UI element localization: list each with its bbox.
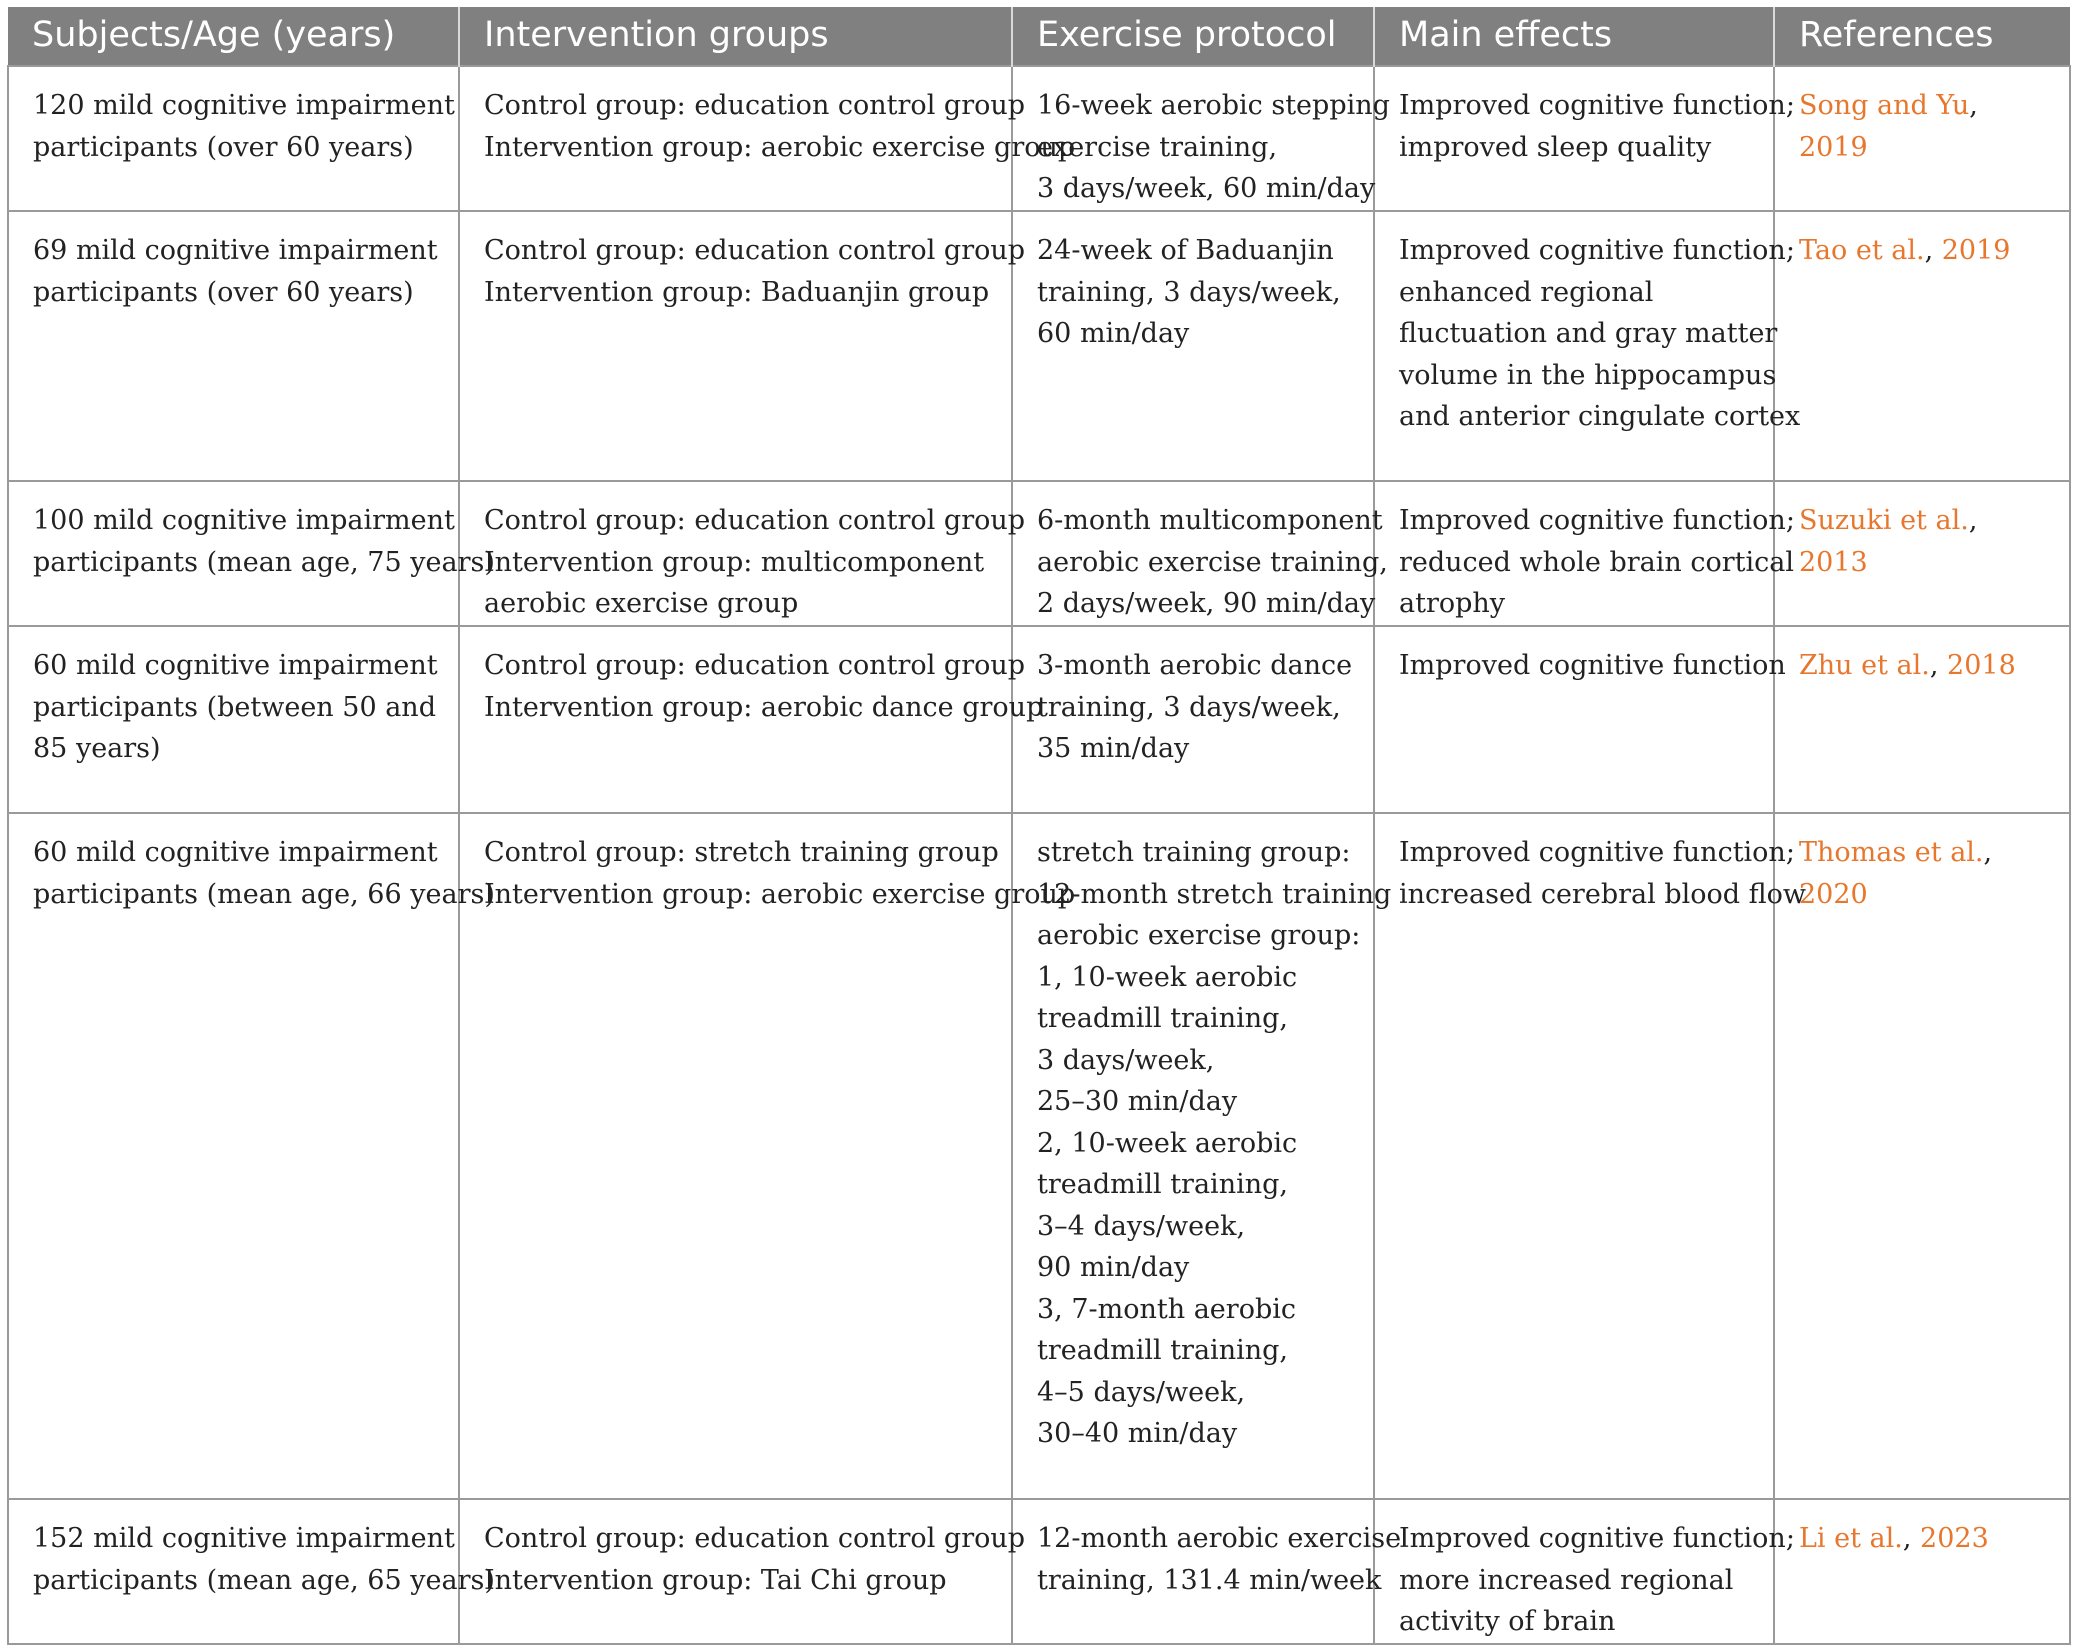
cell-line: Intervention group: aerobic exercise group: [484, 131, 1076, 163]
cell-line: Control group: education control group: [484, 650, 1026, 681]
subjects-cell: [8, 481, 495, 626]
cell-line: 2 days/week, 90 min/day: [1037, 588, 1376, 619]
effects-cell: [1374, 626, 1786, 813]
table-row: [8, 813, 2070, 1499]
reference-cell: Suzuki et al., 2013: [1774, 481, 2070, 626]
cell-line: exercise training,: [1037, 131, 1278, 163]
header-exercise-protocol: Exercise protocol: [1012, 7, 1374, 66]
reference-cell: Tao et al., 2019: [1774, 211, 2070, 481]
cell-line: 12-month aerobic exercise: [1037, 1523, 1402, 1554]
cell-line: more increased regional: [1399, 1564, 1734, 1596]
cell-line: training, 3 days/week,: [1037, 276, 1341, 308]
groups-cell: [459, 1499, 1026, 1644]
protocol-cell: [1012, 1499, 1402, 1644]
cell-line: participants (mean age, 65 years): [33, 1564, 495, 1596]
cell-line: 69 mild cognitive impairment: [33, 235, 438, 266]
cell-line: Improved cognitive function;: [1399, 837, 1795, 868]
effects-cell: [1374, 481, 1795, 626]
protocol-cell: [1012, 66, 1390, 211]
cell-line: Improved cognitive function;: [1399, 235, 1795, 266]
cell-line: participants (over 60 years): [33, 276, 414, 308]
reference-cell: Song and Yu, 2019: [1774, 66, 2070, 211]
reference-author-link[interactable]: Suzuki et al.: [1799, 505, 1969, 536]
cell-line: 3-month aerobic dance: [1037, 650, 1353, 681]
cell-line: Intervention group: Tai Chi group: [484, 1564, 947, 1596]
reference-author-link[interactable]: Zhu et al.: [1799, 650, 1930, 681]
cell-line: 2, 10-week aerobic: [1037, 1127, 1298, 1159]
subjects-cell: [8, 1499, 495, 1644]
reference-year-link[interactable]: 2019: [1941, 235, 2011, 266]
reference-year-link[interactable]: 2023: [1920, 1523, 1989, 1554]
cell-line: 12-month stretch training: [1037, 878, 1392, 910]
table-row: [8, 1499, 2070, 1644]
groups-cell: [459, 626, 1044, 813]
cell-line: 3 days/week, 60 min/day: [1037, 173, 1376, 204]
reference-year-link[interactable]: 2013: [1799, 546, 1868, 578]
cell-line: participants (mean age, 66 years): [33, 878, 495, 910]
cell-line: fluctuation and gray matter: [1399, 318, 1778, 349]
effects-cell: [1374, 66, 1795, 211]
groups-cell: [459, 66, 1076, 211]
cell-line: participants (over 60 years): [33, 131, 414, 163]
reference-cell: Li et al., 2023: [1774, 1499, 2070, 1644]
cell-line: Intervention group: Baduanjin group: [484, 276, 990, 308]
cell-line: 60 min/day: [1037, 318, 1190, 349]
cell-line: increased cerebral blood flow: [1399, 878, 1806, 910]
cell-line: Improved cognitive function;: [1399, 90, 1795, 121]
cell-line: aerobic exercise training,: [1037, 546, 1388, 578]
cell-line: 152 mild cognitive impairment: [33, 1523, 455, 1554]
cell-line: volume in the hippocampus: [1399, 359, 1777, 391]
cell-line: treadmill training,: [1037, 1169, 1288, 1200]
cell-line: participants (mean age, 75 years): [33, 546, 495, 578]
cell-line: 24-week of Baduanjin: [1037, 235, 1334, 266]
reference-year-link[interactable]: 2020: [1799, 878, 1868, 910]
reference-author-link[interactable]: Thomas et al.: [1799, 837, 1984, 868]
cell-line: activity of brain: [1399, 1606, 1616, 1637]
cell-line: Control group: education control group: [484, 90, 1026, 121]
cell-line: Improved cognitive function;: [1399, 505, 1795, 536]
subjects-cell: [8, 626, 459, 813]
cell-line: 6-month multicomponent: [1037, 505, 1383, 536]
cell-line: 85 years): [33, 733, 161, 764]
reference-author-link[interactable]: Li et al.: [1799, 1523, 1903, 1554]
reference-author-link[interactable]: Song and Yu: [1799, 90, 1970, 121]
table-row: [8, 66, 2070, 211]
cell-line: training, 3 days/week,: [1037, 691, 1341, 723]
cell-line: 1, 10-week aerobic: [1037, 961, 1298, 993]
effects-cell: [1374, 1499, 1795, 1644]
cell-line: treadmill training,: [1037, 1003, 1288, 1034]
protocol-cell: [1012, 813, 1392, 1499]
cell-line: Improved cognitive function: [1399, 650, 1786, 681]
table-row: [8, 211, 2070, 481]
cell-line: reduced whole brain cortical: [1399, 546, 1794, 578]
cell-line: treadmill training,: [1037, 1335, 1288, 1366]
reference-year-link[interactable]: 2019: [1799, 131, 1868, 163]
protocol-cell: [1012, 211, 1374, 481]
cell-line: 120 mild cognitive impairment: [33, 90, 455, 121]
cell-line: Improved cognitive function;: [1399, 1523, 1795, 1554]
cell-line: atrophy: [1399, 588, 1506, 619]
effects-cell: [1374, 211, 1801, 481]
cell-line: enhanced regional: [1399, 276, 1654, 308]
header-subjects: Subjects/Age (years): [8, 7, 459, 66]
header-row: [8, 7, 2070, 66]
cell-line: 16-week aerobic stepping: [1037, 90, 1390, 121]
subjects-cell: [8, 813, 495, 1499]
cell-line: Control group: education control group: [484, 235, 1026, 266]
studies-table: [7, 7, 2071, 1645]
cell-line: Control group: education control group: [484, 505, 1026, 536]
cell-line: participants (between 50 and: [33, 691, 436, 723]
cell-line: 90 min/day: [1037, 1252, 1190, 1283]
groups-cell: [459, 481, 1026, 626]
cell-line: Control group: education control group: [484, 1523, 1026, 1554]
cell-line: 4–5 days/week,: [1037, 1376, 1246, 1408]
header-main-effects: Main effects: [1374, 7, 1774, 66]
protocol-cell: [1012, 481, 1388, 626]
cell-line: 3 days/week,: [1037, 1044, 1215, 1076]
table-row: [8, 481, 2070, 626]
cell-line: aerobic exercise group:: [1037, 920, 1361, 951]
header-references: References: [1774, 7, 2070, 66]
cell-line: 60 mild cognitive impairment: [33, 837, 438, 868]
cell-line: Intervention group: aerobic dance group: [484, 691, 1044, 723]
cell-line: Control group: stretch training group: [484, 837, 999, 868]
subjects-cell: [8, 211, 459, 481]
cell-line: improved sleep quality: [1399, 131, 1712, 163]
header-intervention-groups: Intervention groups: [459, 7, 1012, 66]
cell-line: Intervention group: aerobic exercise group: [484, 878, 1076, 910]
reference-cell: Thomas et al., 2020: [1774, 813, 2070, 1499]
cell-line: Intervention group: multicomponent: [484, 546, 985, 578]
effects-cell: [1374, 813, 1806, 1499]
cell-line: 3–4 days/week,: [1037, 1210, 1246, 1242]
cell-line: stretch training group:: [1037, 837, 1351, 868]
cell-line: 30–40 min/day: [1037, 1418, 1238, 1449]
groups-cell: [459, 813, 1076, 1499]
reference-author-link[interactable]: Tao et al.: [1799, 235, 1925, 266]
reference-cell: Zhu et al., 2018: [1774, 626, 2070, 813]
cell-line: training, 131.4 min/week: [1037, 1564, 1382, 1596]
cell-line: 3, 7-month aerobic: [1037, 1293, 1296, 1325]
cell-line: 60 mild cognitive impairment: [33, 650, 438, 681]
cell-line: aerobic exercise group: [484, 588, 799, 619]
cell-line: 25–30 min/day: [1037, 1086, 1238, 1117]
cell-line: 35 min/day: [1037, 733, 1190, 764]
cell-line: and anterior cingulate cortex: [1399, 401, 1801, 432]
cell-line: 100 mild cognitive impairment: [33, 505, 455, 536]
reference-year-link[interactable]: 2018: [1947, 650, 2016, 681]
subjects-cell: [8, 66, 459, 211]
groups-cell: [459, 211, 1026, 481]
protocol-cell: [1012, 626, 1374, 813]
table-row: [8, 626, 2070, 813]
